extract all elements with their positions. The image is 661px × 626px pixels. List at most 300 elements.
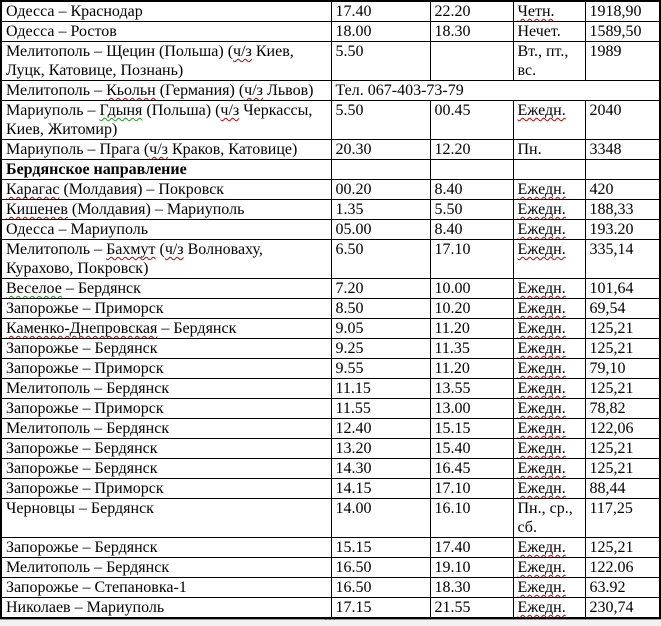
empty-cell[interactable]: [331, 160, 430, 180]
schedule-row: [1, 22, 660, 42]
text-run: Запорожье – Бердянск: [6, 460, 158, 477]
route-cell[interactable]: [1, 399, 331, 419]
text-run: Ежедн.: [517, 241, 566, 258]
text-run: 10.20: [434, 300, 471, 317]
whitespace-toggle-dots[interactable]: ···: [324, 615, 337, 626]
text-run: 3348: [589, 141, 622, 158]
arrival-time-cell[interactable]: [430, 578, 513, 598]
schedule-row: [1, 279, 660, 299]
text-run: 11.55: [335, 400, 371, 417]
text-run: ч/з: [233, 43, 252, 60]
departure-time-cell[interactable]: [331, 319, 430, 339]
days-cell[interactable]: [513, 598, 585, 619]
days-cell[interactable]: [513, 339, 585, 359]
days-cell[interactable]: [513, 200, 585, 220]
days-cell[interactable]: [513, 359, 585, 379]
price-cell[interactable]: [585, 22, 660, 42]
arrival-time-cell[interactable]: [430, 240, 513, 279]
departure-time-cell[interactable]: [331, 499, 430, 538]
arrival-time-cell[interactable]: [430, 339, 513, 359]
schedule-row: [1, 479, 660, 499]
text-run: 188,33: [589, 201, 634, 218]
days-cell[interactable]: [513, 499, 585, 538]
text-run: Запорожье – Приморск: [6, 480, 164, 497]
text-run: 17.40: [335, 3, 372, 20]
text-run: Ежедн.: [517, 201, 566, 218]
section-title-cell[interactable]: [1, 160, 331, 180]
text-run: Львов): [262, 82, 314, 99]
departure-time-cell[interactable]: [331, 180, 430, 200]
days-cell[interactable]: [513, 279, 585, 299]
route-cell[interactable]: [1, 479, 331, 499]
price-cell[interactable]: [585, 279, 660, 299]
days-cell[interactable]: [513, 538, 585, 558]
days-cell[interactable]: [513, 479, 585, 499]
text-run: Нечет.: [517, 23, 561, 40]
text-run: (: [155, 241, 165, 258]
price-cell[interactable]: [585, 459, 660, 479]
text-run: 8.50: [335, 300, 364, 317]
text-run: 5.50: [434, 201, 463, 218]
text-run: Кишенев: [6, 201, 68, 218]
price-cell[interactable]: [585, 538, 660, 558]
text-run: Запорожье – Приморск: [6, 400, 164, 417]
price-cell[interactable]: [585, 180, 660, 200]
price-cell[interactable]: [585, 140, 660, 160]
text-run: 8.40: [434, 181, 463, 198]
text-run: 15.15: [434, 420, 471, 437]
price-cell[interactable]: [585, 499, 660, 538]
arrival-time-cell[interactable]: [430, 319, 513, 339]
text-run: 10.00: [434, 280, 471, 297]
text-run: Мелитополь – Щецин (Польша) (: [6, 43, 234, 60]
text-run: Мелитополь – Бердянск: [6, 559, 170, 576]
schedule-row: [1, 299, 660, 319]
text-run: (Германия) (: [155, 82, 245, 99]
days-cell[interactable]: [513, 558, 585, 578]
text-run: Запорожье – Бердянск: [6, 440, 158, 457]
schedule-row: [1, 578, 660, 598]
days-cell[interactable]: [513, 42, 585, 81]
text-run: 125,21: [589, 380, 634, 397]
text-run: Запорожье – Приморск: [6, 360, 164, 377]
price-cell[interactable]: [585, 578, 660, 598]
text-run: Мариуполь –: [6, 102, 100, 119]
departure-time-cell[interactable]: [331, 419, 430, 439]
route-cell[interactable]: [1, 22, 331, 42]
text-run: Карагас: [6, 181, 60, 198]
route-cell[interactable]: [1, 359, 331, 379]
price-cell[interactable]: [585, 220, 660, 240]
text-run: Ежедн.: [517, 480, 566, 497]
empty-cell[interactable]: [585, 160, 660, 180]
departure-time-cell[interactable]: [331, 538, 430, 558]
text-run: 16.50: [335, 579, 372, 596]
text-run: 9.25: [335, 340, 364, 357]
days-cell[interactable]: [513, 379, 585, 399]
text-run: 88,44: [589, 480, 626, 497]
schedule-row: [1, 339, 660, 359]
text-run: 420: [589, 181, 614, 198]
text-run: (Молдавия) – Покровск: [59, 181, 225, 198]
departure-time-cell[interactable]: [331, 220, 430, 240]
text-run: Кьольн: [106, 82, 156, 99]
text-run: 1918,90: [589, 3, 642, 20]
price-cell[interactable]: [585, 399, 660, 419]
text-run: 69,54: [589, 300, 626, 317]
route-cell[interactable]: [1, 220, 331, 240]
text-run: Веселое: [6, 280, 62, 297]
route-cell[interactable]: [1, 319, 331, 339]
text-run: 14.15: [335, 480, 372, 497]
days-cell[interactable]: [513, 22, 585, 42]
days-cell[interactable]: [513, 1, 585, 22]
text-run: Николаев – Мариуполь: [6, 599, 165, 616]
departure-time-cell[interactable]: [331, 140, 430, 160]
text-run: 9.05: [335, 320, 364, 337]
schedule-table-body: [1, 1, 660, 618]
text-run: 9.55: [335, 360, 364, 377]
text-run: 17.40: [434, 539, 471, 556]
price-cell[interactable]: [585, 319, 660, 339]
text-run: 63.92: [589, 579, 626, 596]
text-run: Ежедн.: [517, 380, 566, 397]
text-run: 00.20: [335, 181, 372, 198]
text-run: Ежедн.: [517, 300, 566, 317]
departure-time-cell[interactable]: [331, 459, 430, 479]
days-cell[interactable]: [513, 459, 585, 479]
arrival-time-cell[interactable]: [430, 299, 513, 319]
route-cell[interactable]: [1, 101, 331, 140]
arrival-time-cell[interactable]: [430, 379, 513, 399]
route-cell[interactable]: [1, 180, 331, 200]
arrival-time-cell[interactable]: [430, 220, 513, 240]
route-cell[interactable]: [1, 1, 331, 22]
price-cell[interactable]: [585, 439, 660, 459]
text-run: Ежедн.: [517, 280, 566, 297]
text-run: 8.40: [434, 221, 463, 238]
arrival-time-cell[interactable]: [430, 180, 513, 200]
days-cell[interactable]: [513, 578, 585, 598]
days-cell[interactable]: [513, 240, 585, 279]
days-cell[interactable]: [513, 101, 585, 140]
route-cell[interactable]: [1, 240, 331, 279]
text-run: 13.55: [434, 380, 471, 397]
arrival-time-cell[interactable]: [430, 279, 513, 299]
empty-cell[interactable]: [513, 160, 585, 180]
departure-time-cell[interactable]: [331, 279, 430, 299]
route-cell[interactable]: [1, 419, 331, 439]
arrival-time-cell[interactable]: [430, 439, 513, 459]
text-run: 335,14: [589, 241, 634, 258]
text-run: 17.10: [434, 480, 471, 497]
text-run: 11.20: [434, 360, 470, 377]
arrival-time-cell[interactable]: [430, 479, 513, 499]
price-cell[interactable]: [585, 598, 660, 619]
text-run: Бахмут: [106, 241, 156, 258]
text-run: 18.00: [335, 23, 372, 40]
days-cell[interactable]: [513, 399, 585, 419]
text-run: Краков, Катовице): [167, 141, 298, 158]
text-run: Мелитополь –: [6, 241, 107, 258]
text-run: Бердянское направление: [6, 161, 187, 178]
price-cell[interactable]: [585, 240, 660, 279]
text-run: 11.15: [335, 380, 371, 397]
text-run: Тел. 067-403-73-79: [335, 82, 464, 99]
price-cell[interactable]: [585, 339, 660, 359]
empty-cell[interactable]: [430, 160, 513, 180]
text-run: Ежедн.: [517, 400, 566, 417]
text-run: 16.50: [335, 559, 372, 576]
arrival-time-cell[interactable]: [430, 399, 513, 419]
arrival-time-cell[interactable]: [430, 419, 513, 439]
text-run: Одесса – Ростов: [6, 23, 117, 40]
text-run: 122.06: [589, 559, 634, 576]
text-run: (Молдавия) – Мариуполь: [67, 201, 245, 218]
arrival-time-cell[interactable]: [430, 359, 513, 379]
text-run: 125,21: [589, 539, 634, 556]
route-cell[interactable]: [1, 439, 331, 459]
schedule-row: [1, 558, 660, 578]
price-cell[interactable]: [585, 419, 660, 439]
schedule-row: [1, 399, 660, 419]
route-cell[interactable]: [1, 598, 331, 619]
departure-time-cell[interactable]: [331, 558, 430, 578]
route-cell[interactable]: [1, 299, 331, 319]
text-run: 230,74: [589, 599, 634, 616]
schedule-row: [1, 42, 660, 81]
departure-time-cell[interactable]: [331, 399, 430, 419]
price-cell[interactable]: [585, 359, 660, 379]
route-cell[interactable]: [1, 81, 331, 101]
departure-time-cell[interactable]: [331, 379, 430, 399]
schedule-row: [1, 499, 660, 538]
text-run: 11.20: [434, 320, 470, 337]
text-run: Запорожье – Приморск: [6, 300, 164, 317]
text-run: Каменко-Днепровская: [6, 320, 158, 337]
text-run: 15.15: [335, 539, 372, 556]
text-run: Ежедн.: [517, 221, 566, 238]
text-run: Ежедн.: [517, 340, 566, 357]
text-run: Ежедн.: [517, 420, 566, 437]
route-cell[interactable]: [1, 279, 331, 299]
arrival-time-cell[interactable]: [430, 598, 513, 619]
schedule-row: [1, 439, 660, 459]
text-run: Ежедн.: [517, 181, 566, 198]
text-run: Ежедн.: [517, 460, 566, 477]
schedule-row: [1, 101, 660, 140]
text-run: Ежедн.: [517, 559, 566, 576]
departure-time-cell[interactable]: [331, 101, 430, 140]
schedule-row: [1, 319, 660, 339]
route-cell[interactable]: [1, 42, 331, 81]
schedule-row: [1, 200, 660, 220]
text-run: Пн., ср., сб.: [517, 500, 573, 536]
price-cell[interactable]: [585, 42, 660, 81]
arrival-time-cell[interactable]: [430, 538, 513, 558]
text-run: 20.30: [335, 141, 372, 158]
price-cell[interactable]: [585, 299, 660, 319]
text-run: ч/з: [244, 82, 263, 99]
text-run: ч/з: [220, 102, 240, 119]
text-run: Запорожье – Бердянск: [6, 340, 158, 357]
text-run: Мелитополь – Бердянск: [6, 380, 170, 397]
days-cell[interactable]: [513, 439, 585, 459]
text-run: 101,64: [589, 280, 634, 297]
text-run: 125,21: [589, 460, 634, 477]
text-run: 125,21: [589, 340, 634, 357]
departure-time-cell[interactable]: [331, 598, 430, 619]
departure-time-cell[interactable]: [331, 578, 430, 598]
text-run: 13.00: [434, 400, 471, 417]
route-cell[interactable]: [1, 459, 331, 479]
text-run: ч/з: [164, 241, 184, 258]
departure-time-cell[interactable]: [331, 299, 430, 319]
text-run: Пн.: [517, 141, 542, 158]
text-run: 21.55: [434, 599, 471, 616]
text-run: 14.00: [335, 500, 372, 517]
text-run: 00.45: [434, 102, 471, 119]
text-run: Черкассы, Киев, Житомир): [6, 102, 313, 138]
page-bottom-strip: [0, 615, 661, 626]
text-run: 5.50: [335, 102, 364, 119]
arrival-time-cell[interactable]: [430, 459, 513, 479]
text-run: Гдыня: [99, 102, 143, 119]
text-run: 05.00: [335, 221, 372, 238]
text-run: 7.20: [335, 280, 364, 297]
route-cell[interactable]: [1, 140, 331, 160]
text-run: Киев, Луцк, Катовице, Познань): [6, 43, 294, 79]
text-run: Запорожье – Бердянск: [6, 539, 158, 556]
text-run: – Бердянск: [61, 280, 141, 297]
arrival-time-cell[interactable]: [430, 140, 513, 160]
text-run: Ежедн.: [517, 539, 566, 556]
text-run: Одесса – Мариуполь: [6, 221, 149, 238]
schedule-row: [1, 220, 660, 240]
schedule-row: [1, 359, 660, 379]
departure-time-cell[interactable]: [331, 240, 430, 279]
price-cell[interactable]: [585, 479, 660, 499]
arrival-time-cell[interactable]: [430, 200, 513, 220]
text-run: 78,82: [589, 400, 626, 417]
text-run: 193.20: [589, 221, 634, 238]
price-cell[interactable]: [585, 558, 660, 578]
text-run: Ежедн.: [517, 320, 566, 337]
text-run: Черновцы – Бердянск: [6, 500, 154, 517]
route-cell[interactable]: [1, 538, 331, 558]
text-run: 12.40: [335, 420, 372, 437]
days-cell[interactable]: [513, 419, 585, 439]
text-run: 16.45: [434, 460, 471, 477]
text-run: 16.10: [434, 500, 471, 517]
text-run: 19.10: [434, 559, 471, 576]
route-cell[interactable]: [1, 200, 331, 220]
schedule-row: [1, 379, 660, 399]
text-run: 117,25: [589, 500, 633, 517]
text-run: (Польша) (: [142, 102, 221, 119]
text-run: Запорожье – Степановка-1: [6, 579, 187, 596]
text-run: 1.35: [335, 201, 364, 218]
price-cell[interactable]: [585, 200, 660, 220]
departure-time-cell[interactable]: [331, 439, 430, 459]
text-run: 17.10: [434, 241, 471, 258]
price-cell[interactable]: [585, 101, 660, 140]
price-cell[interactable]: [585, 1, 660, 22]
schedule-row: [1, 598, 660, 619]
route-cell[interactable]: [1, 499, 331, 538]
text-run: 17.15: [335, 599, 372, 616]
text-run: ч/з: [149, 141, 168, 158]
text-run: – Бердянск: [157, 320, 237, 337]
text-run: Четн.: [517, 3, 555, 20]
schedule-row: [1, 538, 660, 558]
text-run: Ежедн.: [517, 360, 566, 377]
schedule-row: [1, 81, 660, 101]
route-cell[interactable]: [1, 578, 331, 598]
text-run: Мелитополь –: [6, 82, 107, 99]
text-run: 22.20: [434, 3, 471, 20]
days-cell[interactable]: [513, 180, 585, 200]
phone-cell[interactable]: [331, 81, 660, 101]
arrival-time-cell[interactable]: [430, 558, 513, 578]
text-run: Ежедн.: [517, 102, 566, 119]
text-run: 1589,50: [589, 23, 642, 40]
text-run: 5.50: [335, 43, 364, 60]
text-run: 13.20: [335, 440, 372, 457]
text-run: Вт., пт., вс.: [517, 43, 569, 79]
departure-time-cell[interactable]: [331, 200, 430, 220]
arrival-time-cell[interactable]: [430, 22, 513, 42]
text-run: 1989: [589, 43, 622, 60]
arrival-time-cell[interactable]: [430, 42, 513, 81]
days-cell[interactable]: [513, 220, 585, 240]
price-cell[interactable]: [585, 379, 660, 399]
text-run: 18.30: [434, 579, 471, 596]
schedule-row: [1, 459, 660, 479]
departure-time-cell[interactable]: [331, 22, 430, 42]
text-run: 15.40: [434, 440, 471, 457]
section-header-row: [1, 160, 660, 180]
text-run: 14.30: [335, 460, 372, 477]
text-run: 125,21: [589, 320, 634, 337]
arrival-time-cell[interactable]: [430, 1, 513, 22]
text-run: Ежедн.: [517, 599, 566, 616]
route-cell[interactable]: [1, 339, 331, 359]
days-cell[interactable]: [513, 319, 585, 339]
text-run: 11.35: [434, 340, 470, 357]
text-run: Мариуполь – Прага (: [6, 141, 150, 158]
route-cell[interactable]: [1, 558, 331, 578]
arrival-time-cell[interactable]: [430, 101, 513, 140]
text-run: 122,06: [589, 420, 634, 437]
departure-time-cell[interactable]: [331, 359, 430, 379]
text-run: Ежедн.: [517, 579, 566, 596]
days-cell[interactable]: [513, 140, 585, 160]
departure-time-cell[interactable]: [331, 479, 430, 499]
route-cell[interactable]: [1, 379, 331, 399]
text-run: Волноваху, Курахово, Покровск): [6, 241, 263, 277]
days-cell[interactable]: [513, 299, 585, 319]
text-run: 18.30: [434, 23, 471, 40]
text-run: 12.20: [434, 141, 471, 158]
departure-time-cell[interactable]: [331, 339, 430, 359]
schedule-row: [1, 1, 660, 22]
departure-time-cell[interactable]: [331, 42, 430, 81]
text-run: Ежедн.: [517, 440, 566, 457]
schedule-row: [1, 419, 660, 439]
arrival-time-cell[interactable]: [430, 499, 513, 538]
departure-time-cell[interactable]: [331, 1, 430, 22]
